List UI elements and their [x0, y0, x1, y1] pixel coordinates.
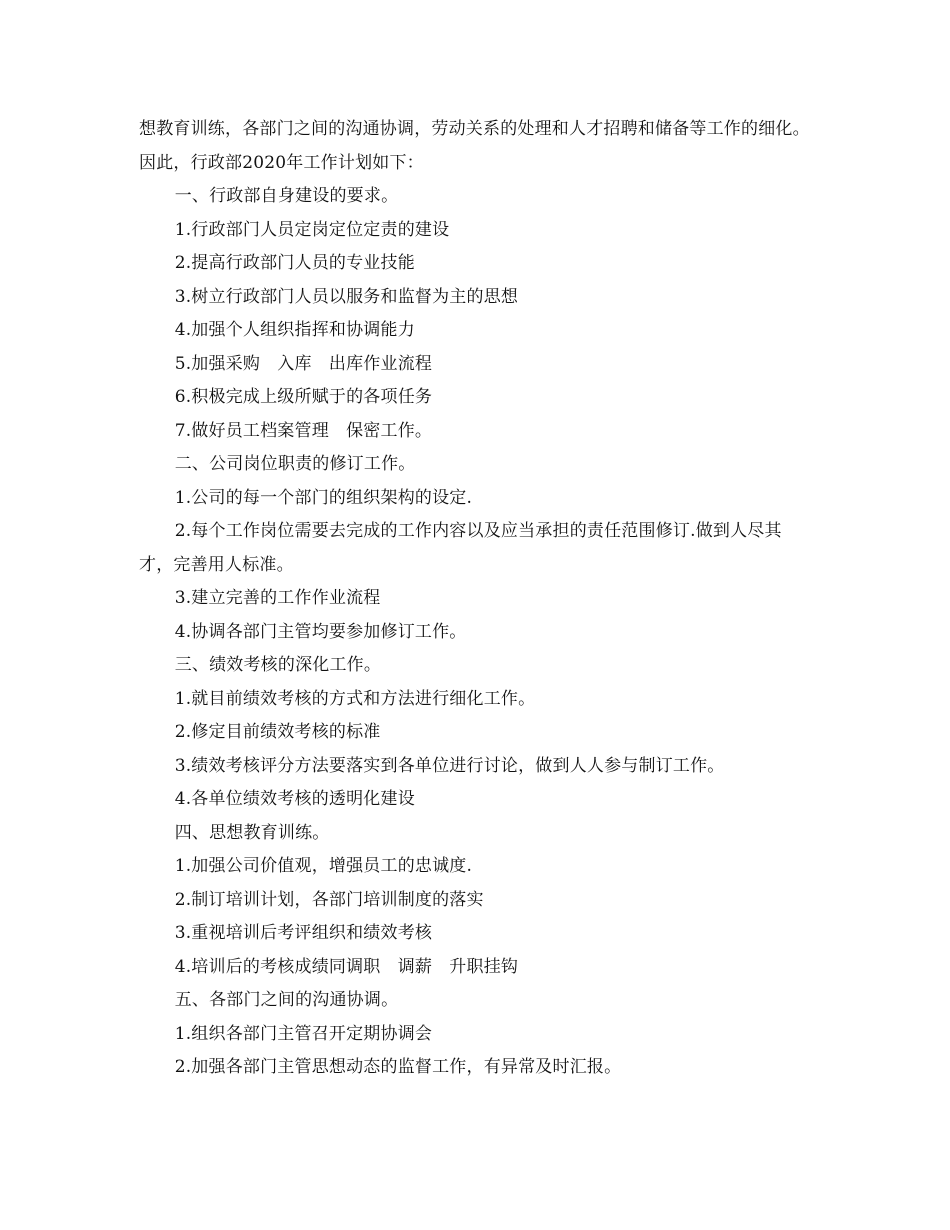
list-item: 4.协调各部门主管均要参加修订工作。 — [174, 621, 467, 642]
section-heading-5: 五、各部门之间的沟通协调。 — [174, 990, 399, 1010]
list-item: 3.绩效考核评分方法要落实到各单位进行讨论，做到人人参与制订工作。 — [174, 755, 725, 776]
paragraph-intro: 想教育训练，各部门之间的沟通协调，劳动关系的处理和人才招聘和储备等工作的细化。因此，行政部2020年工作计划如下： — [139, 119, 810, 173]
list-item: 2.加强各部门主管思想动态的监督工作，有异常及时汇报。 — [174, 1057, 622, 1077]
list-item: 1.就目前绩效考核的方式和方法进行细化工作。 — [174, 688, 536, 709]
list-item: 2.提高行政部门人员的专业技能 — [174, 253, 415, 273]
list-item: 1.组织各部门主管召开定期协调会 — [174, 1023, 433, 1044]
list-item: 1.公司的每一个部门的组织架构的设定. — [174, 487, 473, 508]
list-item: 4.各单位绩效考核的透明化建设 — [174, 789, 415, 809]
list-item: 2.修定目前绩效考核的标准 — [174, 722, 381, 742]
list-item: 5.加强采购 入库 出库作业流程 — [174, 353, 433, 374]
list-item: 1.行政部门人员定岗定位定责的建设 — [174, 219, 450, 240]
list-item: 3.建立完善的工作作业流程 — [174, 588, 381, 608]
section-heading-1: 一、行政部自身建设的要求。 — [174, 186, 399, 206]
list-item: 4.培训后的考核成绩同调职 调薪 升职挂钩 — [174, 956, 519, 977]
list-item: 3.重视培训后考评组织和绩效考核 — [174, 923, 433, 943]
section-heading-2: 二、公司岗位职责的修订工作。 — [174, 454, 416, 474]
document-body — [139, 113, 814, 1085]
list-item: 2.制订培训计划，各部门培训制度的落实 — [174, 889, 484, 910]
list-item: 6.积极完成上级所赋于的各项任务 — [174, 387, 433, 407]
section-heading-3: 三、绩效考核的深化工作。 — [174, 655, 382, 675]
list-item: 3.树立行政部门人员以服务和监督为主的思想 — [174, 286, 519, 307]
list-item: 1.加强公司价值观，增强员工的忠诚度. — [174, 856, 473, 876]
section-heading-4: 四、思想教育训练。 — [174, 822, 330, 843]
list-item: 4.加强个人组织指挥和协调能力 — [174, 320, 415, 340]
list-item: 7.做好员工档案管理 保密工作。 — [174, 420, 433, 441]
list-item: 2.每个工作岗位需要去完成的工作内容以及应当承担的责任范围修订.做到人尽其才，完善用人标准。 — [139, 521, 782, 575]
